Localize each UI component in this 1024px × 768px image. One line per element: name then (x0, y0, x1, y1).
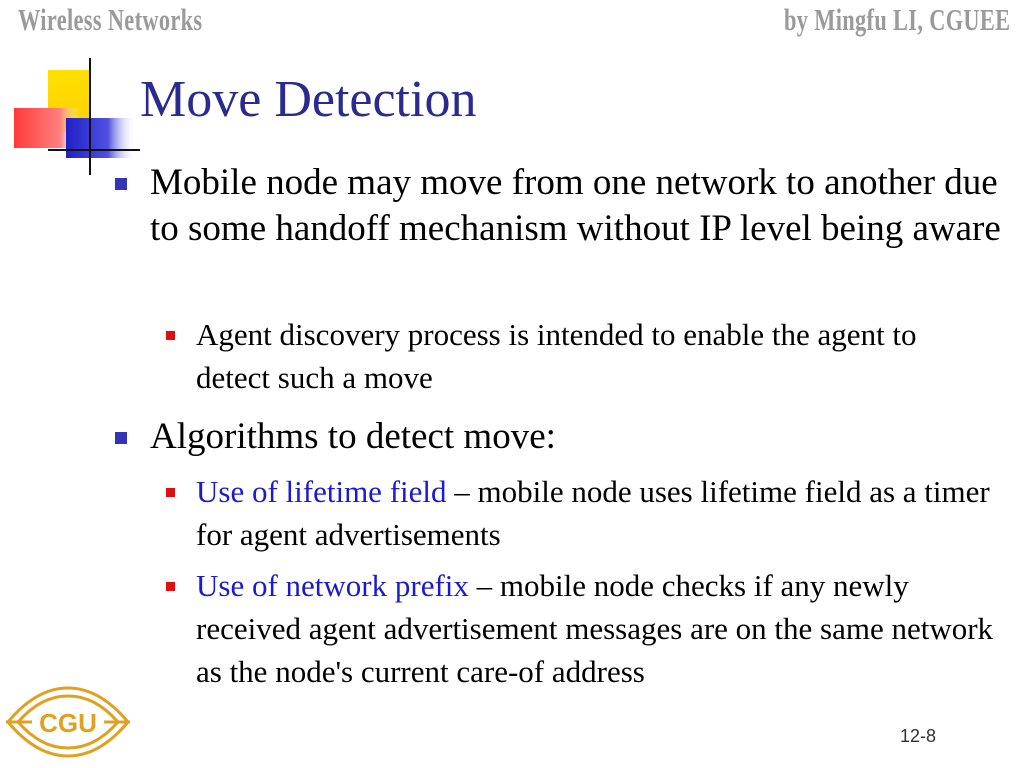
bullet-2-text: Algorithms to detect move: (150, 416, 556, 457)
slide-title: Move Detection (140, 71, 477, 128)
sub-bullet-2-1-highlight: Use of lifetime field (196, 474, 447, 509)
sub-bullet-2-2-text: – mobile node checks if any newly received agent advertisement messages are on the same network as the node's current care-of address (196, 568, 994, 689)
sub-bullet-marker (166, 488, 175, 497)
sub-bullet-2-1 (196, 470, 996, 556)
logo-text: CGU (39, 708, 97, 738)
page-number: 12-8 (900, 726, 937, 746)
header-course-title: Wireless Networks (18, 2, 203, 37)
bullet-1-text: Mobile node may move from one network to another due to some handoff mechanism without IP level being aware (150, 162, 1001, 249)
sub-bullet-2-1-text: – mobile node uses lifetime field as a timer for agent advertisements (196, 474, 990, 552)
sub-bullet-marker (166, 582, 175, 591)
university-logo-icon (4, 680, 132, 764)
sub-bullet-1-1-text: Agent discovery process is intended to enable the agent to detect such a move (196, 317, 917, 395)
sub-bullet-2-2 (196, 564, 996, 693)
sub-bullet-marker (166, 331, 175, 340)
bullet-marker-1 (115, 178, 127, 190)
sub-bullet-2-2-highlight: Use of network prefix (196, 568, 469, 603)
bullet-marker-2 (115, 432, 127, 444)
header-author: by Mingfu LI, CGUEE (783, 2, 1010, 37)
